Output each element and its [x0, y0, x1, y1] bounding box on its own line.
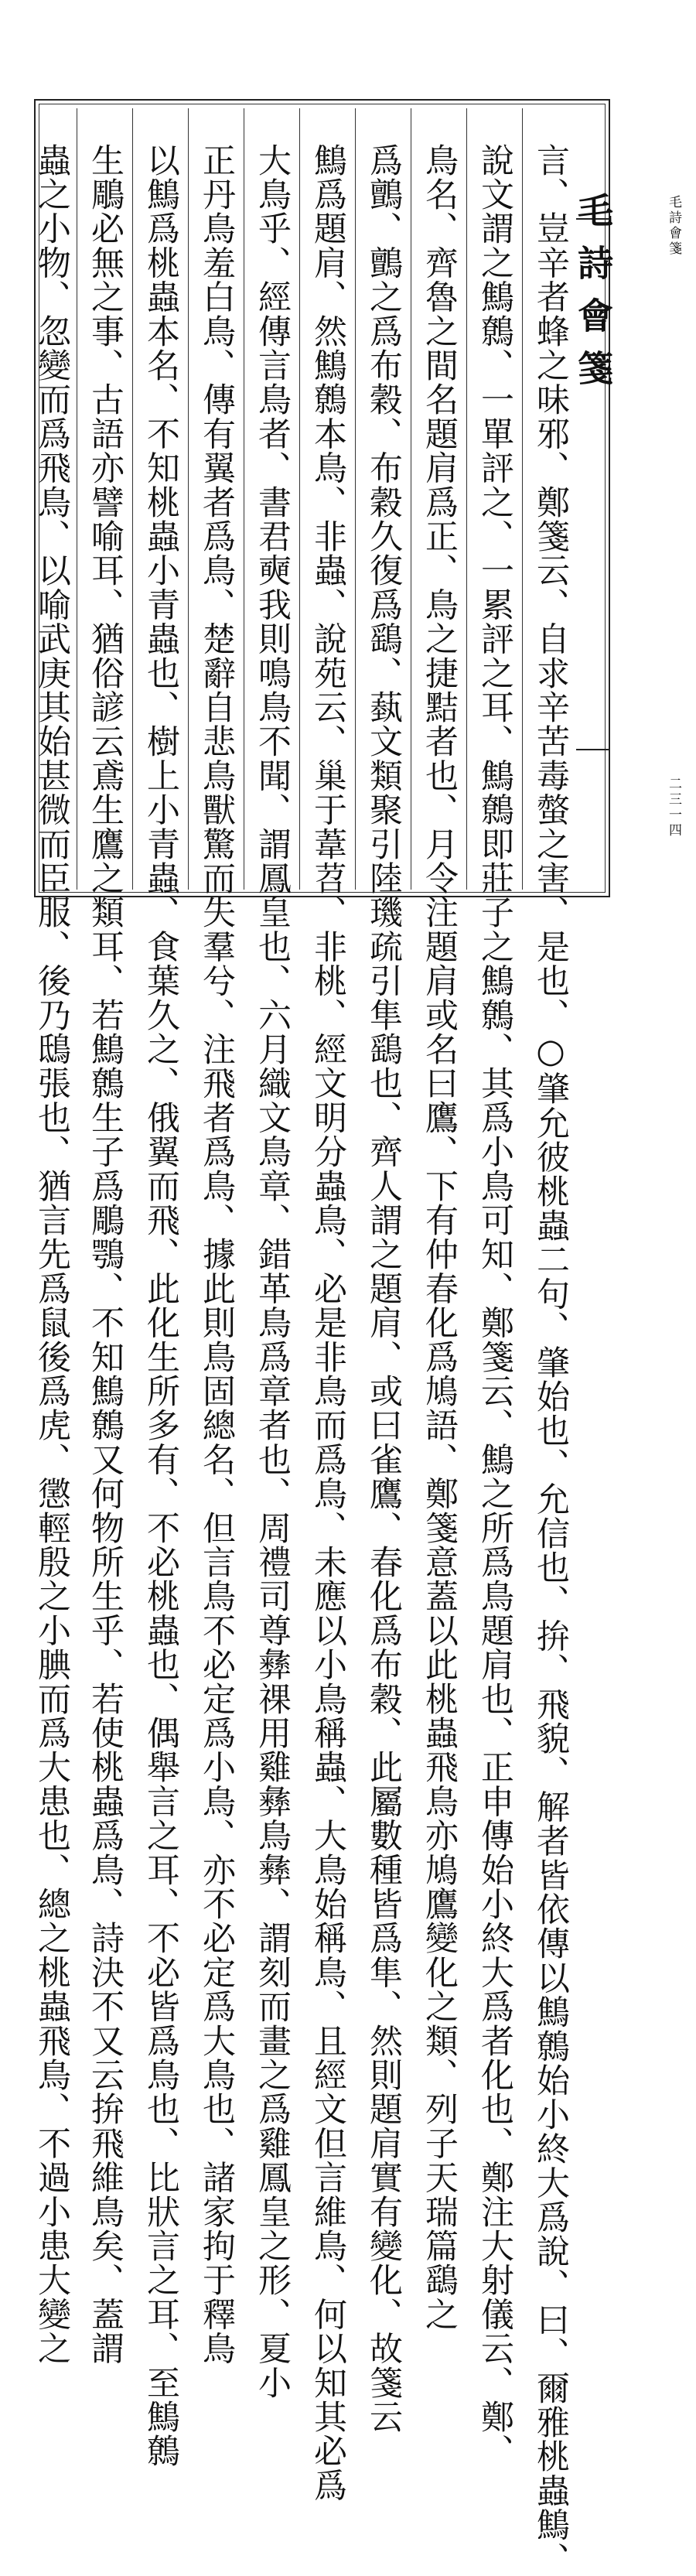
text-column-8	[132, 108, 188, 2468]
text-column-10	[32, 108, 77, 2366]
book-title-margin: 毛詩會箋	[666, 195, 681, 257]
column-text: 正丹鳥羞白鳥、傳有翼者爲鳥、楚辭自悲鳥獸驚而失羣兮、注飛者爲鳥、據此則鳥固總名、但言鳥不必定爲小鳥、亦不必定爲大鳥也、諸家拘于釋鳥	[197, 143, 236, 2366]
column-text: 言、豈辛者蜂之味邪、鄭箋云、自求辛苦毒螫之害、是也、○肇允彼桃蟲二句、肇始也、允信也、拚、飛貌、解者皆依傳以鷦鷯始小終大爲說、曰、爾雅桃蟲鷦、	[531, 143, 570, 2576]
text-column-2	[466, 108, 522, 2468]
text-column-5	[299, 108, 355, 2503]
header-column	[572, 101, 614, 896]
text-column-9	[77, 108, 132, 2366]
text-column-7	[188, 108, 244, 2366]
text-frame	[32, 99, 614, 2576]
page-number: 二三一四	[666, 777, 681, 839]
column-text: 大鳥乎、經傳言鳥者、書君奭我則鳴鳥不聞、謂鳳皇也、六月織文鳥章、錯革鳥爲章者也、周禮司尊彝祼用雞彝鳥彝、謂刻而畫之爲雞鳳皇之形、夏小	[253, 143, 292, 2400]
column-text: 鳥名、齊魯之間名題肩爲正、鳥之捷黠者也、月令注題肩或名曰鷹、下有仲春化爲鳩語、鄭箋意蓋以此桃蟲飛鳥亦鳩鷹變化之類、列子天瑞篇鷂之	[420, 143, 459, 2332]
header-rule-bottom	[576, 749, 610, 750]
column-text: 以鷦爲桃蟲本名、不知桃蟲小青蟲也、樹上小青蟲、食葉久之、俄翼而飛、此化生所多有、不必桃蟲也、偶舉言之耳、不必皆爲鳥也、比狀言之耳、至鷦鷯	[142, 143, 180, 2468]
text-column-6	[244, 108, 299, 2400]
column-text: 爲鸇、鸇之爲布穀、布穀久復爲鷂、蓺文類聚引陸璣疏引隼鷂也、齊人謂之題肩、或曰雀鷹、春化爲布穀、此屬數種皆爲隼、然則題肩實有變化、故箋云	[364, 143, 403, 2434]
column-text: 說文謂之鷦鷯、一單評之、一累評之耳、鷦鷯即莊子之鷦鷯、其爲小鳥可知、鄭箋云、鷦之所爲鳥題肩也、正申傳始小終大爲者化也、鄭注大射儀云、鄭、	[476, 143, 514, 2468]
column-text: 生鵰必無之事、古語亦譬喻耳、猶俗諺云鳶生鷹之類耳、若鷦鷯生子爲鵰鶚、不知鷦鷯又何物所生乎、若使桃蟲爲鳥、詩決不又云拚飛維鳥矣、蓋謂	[86, 143, 125, 2366]
header-title: 毛詩會箋	[572, 192, 614, 402]
column-text: 鷦爲題肩、然鷦鷯本鳥、非蟲、說苑云、巢于葦苕、非桃、經文明分蟲鳥、必是非鳥而爲鳥、未應以小鳥稱蟲、大鳥始稱鳥、且經文但言維鳥、何以知其必爲	[309, 143, 347, 2503]
text-column-1	[522, 108, 578, 2576]
text-column-4	[355, 108, 411, 2434]
column-text: 蟲之小物、忽變而爲飛鳥、以喻武庚其始甚微而臣服、後乃鴟張也、猶言先爲鼠後爲虎、懲輕殷之小腆而爲大患也、總之桃蟲飛鳥、不過小患大變之	[32, 143, 71, 2366]
text-column-3	[411, 108, 466, 2332]
